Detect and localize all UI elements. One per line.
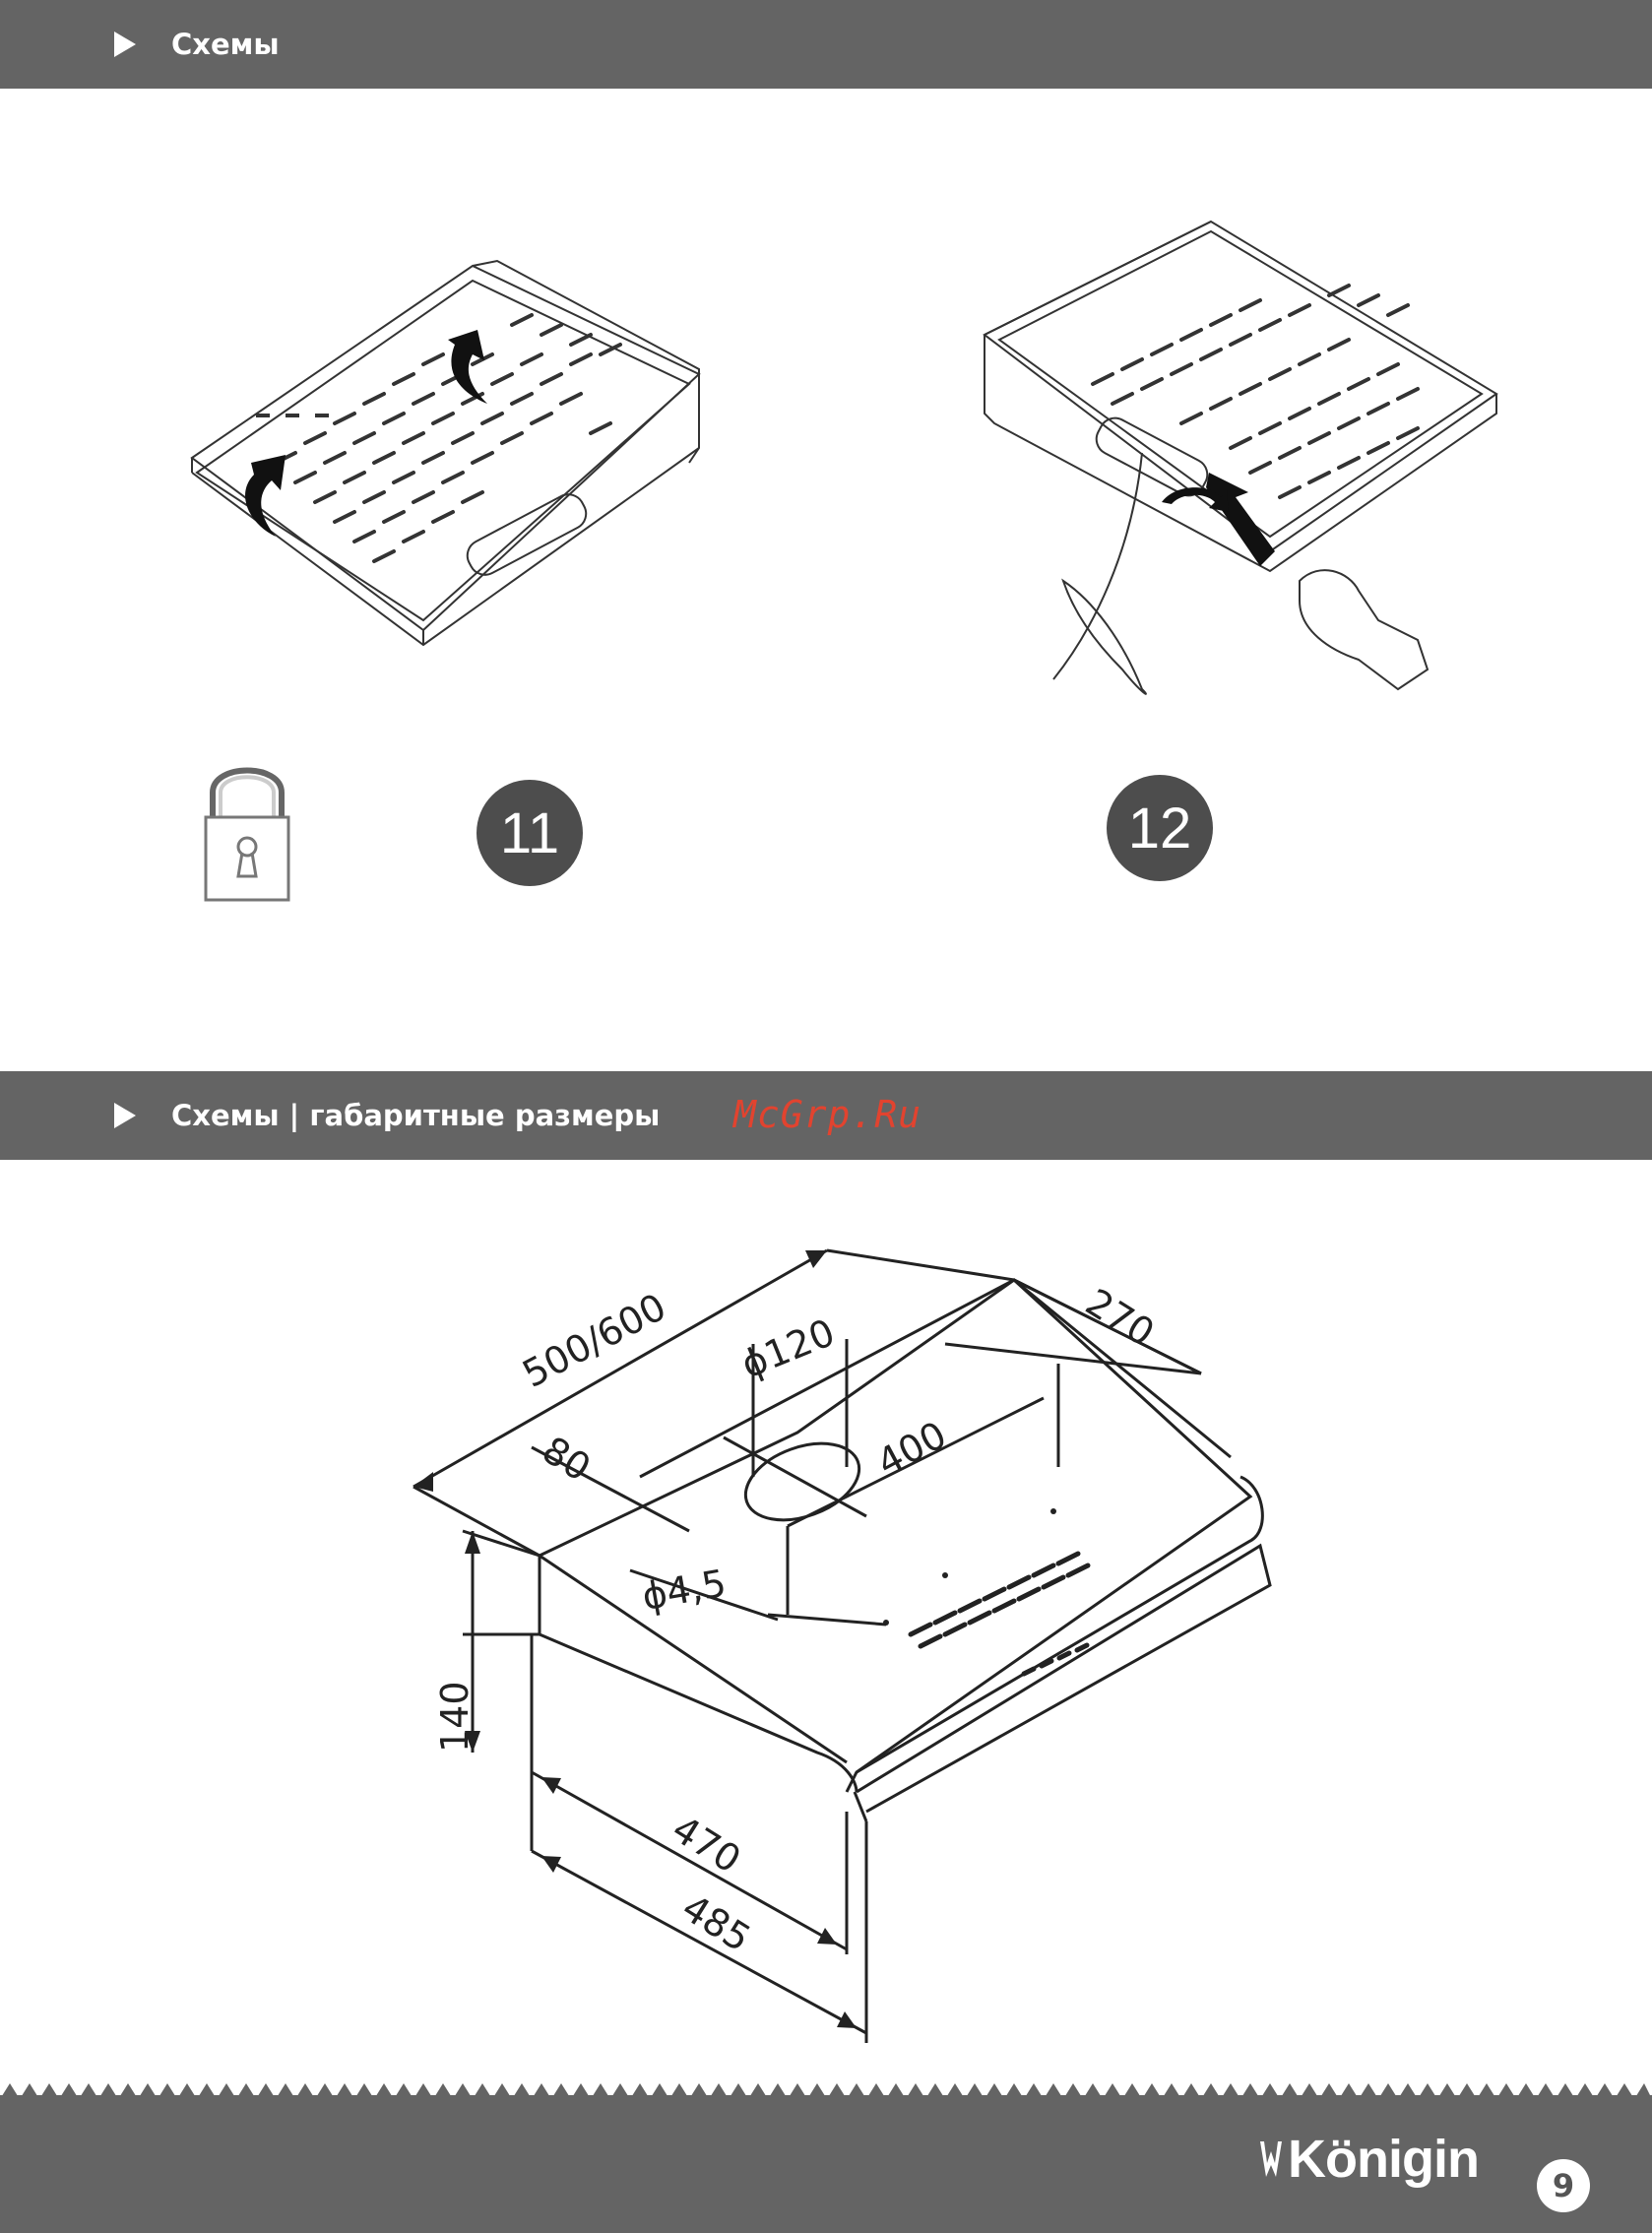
section-title: Схемы <box>171 28 280 61</box>
brand-name: Königin <box>1288 2130 1479 2189</box>
brand-mark-icon <box>1258 2137 1284 2181</box>
dimension-duct: ϕ120 <box>734 1309 841 1387</box>
dimension-span: 400 <box>869 1413 954 1485</box>
watermark: McGrp.Ru <box>733 1093 922 1136</box>
section-title: Схемы | габаритные размеры <box>171 1099 661 1132</box>
page-number: 9 <box>1537 2159 1590 2212</box>
step-badge-11: 11 <box>477 780 583 886</box>
dimension-inner: 470 <box>665 1807 749 1882</box>
step-badge-12: 12 <box>1107 775 1213 881</box>
dimension-height: 140 <box>433 1681 477 1753</box>
dimension-depth: 270 <box>1078 1280 1163 1356</box>
dimension-hole: ϕ4,5 <box>638 1561 730 1619</box>
dimension-outer: 485 <box>674 1885 759 1961</box>
brand-logo <box>1258 2129 1479 2190</box>
dimension-offset: 80 <box>535 1428 599 1491</box>
dimension-width: 500/600 <box>515 1284 673 1396</box>
